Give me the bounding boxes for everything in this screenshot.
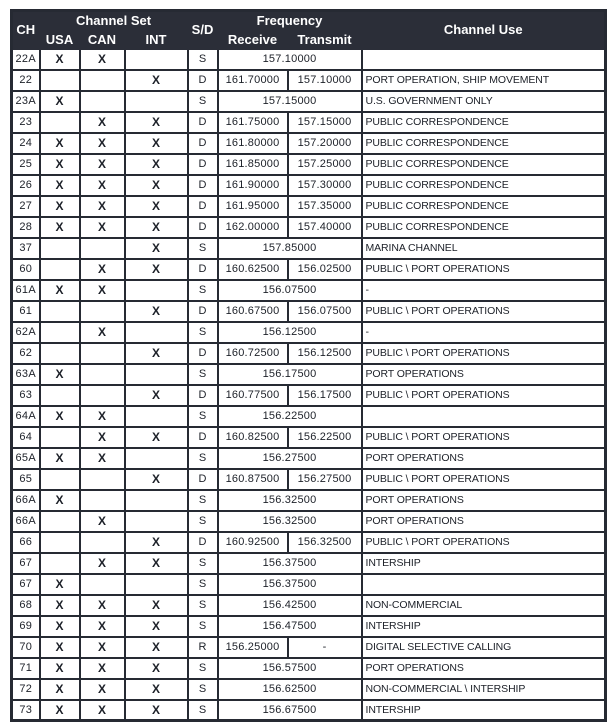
usa-cell: X <box>40 658 80 679</box>
receive-cell: 160.87500 <box>218 469 288 490</box>
channel-cell: 22 <box>12 70 40 91</box>
usa-cell <box>40 532 80 553</box>
can-cell <box>80 238 125 259</box>
transmit-cell: 156.27500 <box>288 469 362 490</box>
channel-cell: 69 <box>12 616 40 637</box>
channel-use-cell: PORT OPERATIONS <box>362 364 606 385</box>
usa-cell: X <box>40 91 80 112</box>
can-cell <box>80 574 125 595</box>
transmit-cell: 157.25000 <box>288 154 362 175</box>
int-cell: X <box>125 658 188 679</box>
receive-cell: 156.25000 <box>218 637 288 658</box>
usa-cell: X <box>40 175 80 196</box>
sd-cell: D <box>188 112 218 133</box>
receive-cell: 161.85000 <box>218 154 288 175</box>
table-row <box>12 133 606 154</box>
channel-cell: 65A <box>12 448 40 469</box>
header-channel-use: Channel Use <box>362 11 606 49</box>
sd-cell: S <box>188 49 218 70</box>
channel-use-cell: PORT OPERATION, SHIP MOVEMENT <box>362 70 606 91</box>
usa-cell <box>40 511 80 532</box>
usa-cell: X <box>40 217 80 238</box>
usa-cell: X <box>40 280 80 301</box>
table-row <box>12 322 606 343</box>
usa-cell: X <box>40 616 80 637</box>
transmit-cell: 156.02500 <box>288 259 362 280</box>
channel-use-cell: DIGITAL SELECTIVE CALLING <box>362 637 606 658</box>
channel-use-cell: PUBLIC CORRESPONDENCE <box>362 112 606 133</box>
can-cell: X <box>80 322 125 343</box>
sd-cell: S <box>188 322 218 343</box>
channel-use-cell: PUBLIC \ PORT OPERATIONS <box>362 469 606 490</box>
sd-cell: S <box>188 700 218 721</box>
sd-cell: S <box>188 595 218 616</box>
table-row <box>12 700 606 721</box>
can-cell: X <box>80 154 125 175</box>
channel-use-cell <box>362 574 606 595</box>
int-cell: X <box>125 616 188 637</box>
header-transmit: Transmit <box>288 30 362 49</box>
usa-cell <box>40 385 80 406</box>
channel-use-cell: MARINA CHANNEL <box>362 238 606 259</box>
table-row <box>12 406 606 427</box>
receive-cell: 160.77500 <box>218 385 288 406</box>
can-cell: X <box>80 511 125 532</box>
int-cell: X <box>125 679 188 700</box>
int-cell: X <box>125 532 188 553</box>
channel-cell: 73 <box>12 700 40 721</box>
table-body <box>12 49 606 721</box>
can-cell <box>80 490 125 511</box>
sd-cell: D <box>188 469 218 490</box>
sd-cell: S <box>188 490 218 511</box>
transmit-cell: 156.22500 <box>288 427 362 448</box>
frequency-cell: 156.27500 <box>218 448 362 469</box>
channel-cell: 64 <box>12 427 40 448</box>
table-row <box>12 364 606 385</box>
channel-cell: 25 <box>12 154 40 175</box>
header-int: INT <box>125 30 188 49</box>
sd-cell: S <box>188 658 218 679</box>
sd-cell: S <box>188 238 218 259</box>
sd-cell: D <box>188 385 218 406</box>
channel-use-cell: - <box>362 322 606 343</box>
can-cell <box>80 469 125 490</box>
sd-cell: S <box>188 616 218 637</box>
channel-use-cell: PUBLIC CORRESPONDENCE <box>362 196 606 217</box>
table-row <box>12 301 606 322</box>
table-row <box>12 385 606 406</box>
can-cell: X <box>80 280 125 301</box>
can-cell: X <box>80 196 125 217</box>
usa-cell: X <box>40 490 80 511</box>
can-cell: X <box>80 49 125 70</box>
can-cell: X <box>80 133 125 154</box>
can-cell: X <box>80 406 125 427</box>
channel-cell: 70 <box>12 637 40 658</box>
table-row <box>12 532 606 553</box>
receive-cell: 161.95000 <box>218 196 288 217</box>
receive-cell: 161.75000 <box>218 112 288 133</box>
header-ch: CH <box>12 11 40 49</box>
channel-use-cell: PUBLIC \ PORT OPERATIONS <box>362 301 606 322</box>
channel-cell: 27 <box>12 196 40 217</box>
channel-cell: 60 <box>12 259 40 280</box>
can-cell: X <box>80 679 125 700</box>
int-cell <box>125 406 188 427</box>
usa-cell <box>40 322 80 343</box>
can-cell <box>80 364 125 385</box>
channel-use-cell: U.S. GOVERNMENT ONLY <box>362 91 606 112</box>
can-cell: X <box>80 427 125 448</box>
table-row <box>12 595 606 616</box>
channel-use-cell: PORT OPERATIONS <box>362 490 606 511</box>
sd-cell: S <box>188 511 218 532</box>
int-cell <box>125 49 188 70</box>
sd-cell: S <box>188 448 218 469</box>
channel-cell: 37 <box>12 238 40 259</box>
sd-cell: D <box>188 133 218 154</box>
sd-cell: S <box>188 679 218 700</box>
header-sd: S/D <box>188 11 218 49</box>
usa-cell: X <box>40 196 80 217</box>
can-cell: X <box>80 259 125 280</box>
channel-cell: 63 <box>12 385 40 406</box>
sd-cell: D <box>188 259 218 280</box>
can-cell: X <box>80 553 125 574</box>
frequency-cell: 156.17500 <box>218 364 362 385</box>
usa-cell: X <box>40 406 80 427</box>
channel-cell: 26 <box>12 175 40 196</box>
can-cell: X <box>80 448 125 469</box>
frequency-cell: 156.32500 <box>218 511 362 532</box>
table-row <box>12 343 606 364</box>
table-row <box>12 175 606 196</box>
int-cell: X <box>125 301 188 322</box>
usa-cell <box>40 238 80 259</box>
table-row <box>12 70 606 91</box>
usa-cell: X <box>40 679 80 700</box>
channel-cell: 64A <box>12 406 40 427</box>
int-cell: X <box>125 133 188 154</box>
table-row <box>12 637 606 658</box>
sd-cell: S <box>188 364 218 385</box>
table-row <box>12 91 606 112</box>
table-row <box>12 553 606 574</box>
channel-use-cell: PORT OPERATIONS <box>362 448 606 469</box>
channel-use-cell: PUBLIC CORRESPONDENCE <box>362 175 606 196</box>
table-row <box>12 616 606 637</box>
int-cell <box>125 322 188 343</box>
channel-use-cell: - <box>362 280 606 301</box>
sd-cell: D <box>188 301 218 322</box>
receive-cell: 161.70000 <box>218 70 288 91</box>
header-usa: USA <box>40 30 80 49</box>
sd-cell: D <box>188 196 218 217</box>
usa-cell: X <box>40 133 80 154</box>
transmit-cell: 157.20000 <box>288 133 362 154</box>
can-cell <box>80 532 125 553</box>
sd-cell: D <box>188 154 218 175</box>
usa-cell: X <box>40 595 80 616</box>
channel-use-cell: INTERSHIP <box>362 553 606 574</box>
can-cell: X <box>80 637 125 658</box>
channel-cell: 24 <box>12 133 40 154</box>
int-cell: X <box>125 553 188 574</box>
frequency-cell: 157.85000 <box>218 238 362 259</box>
usa-cell <box>40 553 80 574</box>
can-cell: X <box>80 700 125 721</box>
header-frequency: Frequency <box>218 11 362 30</box>
channel-cell: 62A <box>12 322 40 343</box>
receive-cell: 160.92500 <box>218 532 288 553</box>
can-cell <box>80 91 125 112</box>
channel-cell: 28 <box>12 217 40 238</box>
channel-cell: 61 <box>12 301 40 322</box>
int-cell: X <box>125 385 188 406</box>
channel-use-cell: PUBLIC CORRESPONDENCE <box>362 154 606 175</box>
channel-use-cell: PUBLIC \ PORT OPERATIONS <box>362 427 606 448</box>
can-cell <box>80 70 125 91</box>
usa-cell <box>40 259 80 280</box>
receive-cell: 160.62500 <box>218 259 288 280</box>
transmit-cell: 156.32500 <box>288 532 362 553</box>
int-cell: X <box>125 637 188 658</box>
frequency-cell: 156.22500 <box>218 406 362 427</box>
can-cell: X <box>80 175 125 196</box>
frequency-cell: 156.57500 <box>218 658 362 679</box>
receive-cell: 161.90000 <box>218 175 288 196</box>
channel-use-cell: PORT OPERATIONS <box>362 511 606 532</box>
transmit-cell: 157.15000 <box>288 112 362 133</box>
channel-cell: 71 <box>12 658 40 679</box>
frequency-cell: 157.15000 <box>218 91 362 112</box>
channel-use-cell: PORT OPERATIONS <box>362 658 606 679</box>
frequency-cell: 156.37500 <box>218 553 362 574</box>
channel-use-cell: NON-COMMERCIAL \ INTERSHIP <box>362 679 606 700</box>
sd-cell: S <box>188 574 218 595</box>
sd-cell: S <box>188 280 218 301</box>
channel-cell: 62 <box>12 343 40 364</box>
int-cell: X <box>125 259 188 280</box>
frequency-cell: 156.37500 <box>218 574 362 595</box>
usa-cell <box>40 301 80 322</box>
int-cell: X <box>125 700 188 721</box>
int-cell: X <box>125 469 188 490</box>
transmit-cell: 157.10000 <box>288 70 362 91</box>
table-row <box>12 49 606 70</box>
sd-cell: S <box>188 553 218 574</box>
int-cell <box>125 91 188 112</box>
transmit-cell: 156.07500 <box>288 301 362 322</box>
frequency-cell: 157.10000 <box>218 49 362 70</box>
usa-cell: X <box>40 700 80 721</box>
header-receive: Receive <box>218 30 288 49</box>
usa-cell: X <box>40 637 80 658</box>
transmit-cell: 156.17500 <box>288 385 362 406</box>
can-cell: X <box>80 616 125 637</box>
table-row <box>12 490 606 511</box>
table-row <box>12 427 606 448</box>
channel-use-cell: PUBLIC \ PORT OPERATIONS <box>362 385 606 406</box>
table-row <box>12 469 606 490</box>
transmit-cell: 156.12500 <box>288 343 362 364</box>
channel-cell: 63A <box>12 364 40 385</box>
channel-use-cell <box>362 406 606 427</box>
channel-cell: 61A <box>12 280 40 301</box>
table-row <box>12 280 606 301</box>
int-cell: X <box>125 175 188 196</box>
channel-cell: 66A <box>12 490 40 511</box>
int-cell <box>125 511 188 532</box>
can-cell: X <box>80 217 125 238</box>
table-row <box>12 238 606 259</box>
frequency-cell: 156.67500 <box>218 700 362 721</box>
channel-cell: 23A <box>12 91 40 112</box>
channel-use-cell: PUBLIC CORRESPONDENCE <box>362 133 606 154</box>
int-cell: X <box>125 70 188 91</box>
table-row <box>12 259 606 280</box>
int-cell: X <box>125 154 188 175</box>
sd-cell: D <box>188 427 218 448</box>
int-cell <box>125 364 188 385</box>
int-cell: X <box>125 112 188 133</box>
int-cell: X <box>125 196 188 217</box>
can-cell <box>80 343 125 364</box>
frequency-cell: 156.47500 <box>218 616 362 637</box>
channel-use-cell: PUBLIC CORRESPONDENCE <box>362 217 606 238</box>
header-can: CAN <box>80 30 125 49</box>
channel-cell: 22A <box>12 49 40 70</box>
usa-cell <box>40 343 80 364</box>
frequency-cell: 156.62500 <box>218 679 362 700</box>
int-cell <box>125 490 188 511</box>
table-row <box>12 112 606 133</box>
sd-cell: S <box>188 406 218 427</box>
frequency-cell: 156.07500 <box>218 280 362 301</box>
channel-use-cell: PUBLIC \ PORT OPERATIONS <box>362 259 606 280</box>
usa-cell: X <box>40 364 80 385</box>
frequency-cell: 156.12500 <box>218 322 362 343</box>
can-cell: X <box>80 658 125 679</box>
table-row <box>12 154 606 175</box>
can-cell: X <box>80 595 125 616</box>
channel-use-cell: INTERSHIP <box>362 616 606 637</box>
int-cell: X <box>125 217 188 238</box>
channel-cell: 68 <box>12 595 40 616</box>
table-row <box>12 658 606 679</box>
sd-cell: D <box>188 70 218 91</box>
table-row <box>12 679 606 700</box>
usa-cell: X <box>40 574 80 595</box>
transmit-cell: 157.40000 <box>288 217 362 238</box>
int-cell: X <box>125 343 188 364</box>
usa-cell: X <box>40 154 80 175</box>
sd-cell: D <box>188 217 218 238</box>
receive-cell: 160.72500 <box>218 343 288 364</box>
channel-cell: 66 <box>12 532 40 553</box>
channel-cell: 66A <box>12 511 40 532</box>
receive-cell: 160.82500 <box>218 427 288 448</box>
channel-use-cell: NON-COMMERCIAL <box>362 595 606 616</box>
sd-cell: S <box>188 91 218 112</box>
sd-cell: D <box>188 175 218 196</box>
channel-cell: 65 <box>12 469 40 490</box>
int-cell <box>125 280 188 301</box>
can-cell <box>80 301 125 322</box>
vhf-channel-table <box>10 9 607 722</box>
sd-cell: R <box>188 637 218 658</box>
int-cell: X <box>125 427 188 448</box>
int-cell: X <box>125 595 188 616</box>
sd-cell: D <box>188 343 218 364</box>
int-cell: X <box>125 238 188 259</box>
transmit-cell: - <box>288 637 362 658</box>
channel-use-cell: PUBLIC \ PORT OPERATIONS <box>362 532 606 553</box>
table-row <box>12 217 606 238</box>
int-cell <box>125 448 188 469</box>
table-row <box>12 448 606 469</box>
frequency-cell: 156.42500 <box>218 595 362 616</box>
channel-use-cell <box>362 49 606 70</box>
usa-cell <box>40 427 80 448</box>
table-header <box>12 11 606 49</box>
usa-cell <box>40 469 80 490</box>
channel-use-cell: PUBLIC \ PORT OPERATIONS <box>362 343 606 364</box>
channel-cell: 72 <box>12 679 40 700</box>
table-row <box>12 196 606 217</box>
usa-cell: X <box>40 448 80 469</box>
int-cell <box>125 574 188 595</box>
usa-cell <box>40 112 80 133</box>
transmit-cell: 157.30000 <box>288 175 362 196</box>
can-cell: X <box>80 112 125 133</box>
table-row <box>12 574 606 595</box>
usa-cell: X <box>40 49 80 70</box>
table-row <box>12 511 606 532</box>
channel-cell: 67 <box>12 553 40 574</box>
channel-cell: 23 <box>12 112 40 133</box>
transmit-cell: 157.35000 <box>288 196 362 217</box>
sd-cell: D <box>188 532 218 553</box>
channel-cell: 67 <box>12 574 40 595</box>
header-channel-set: Channel Set <box>40 11 188 30</box>
frequency-cell: 156.32500 <box>218 490 362 511</box>
channel-use-cell: INTERSHIP <box>362 700 606 721</box>
receive-cell: 162.00000 <box>218 217 288 238</box>
receive-cell: 160.67500 <box>218 301 288 322</box>
can-cell <box>80 385 125 406</box>
receive-cell: 161.80000 <box>218 133 288 154</box>
usa-cell <box>40 70 80 91</box>
